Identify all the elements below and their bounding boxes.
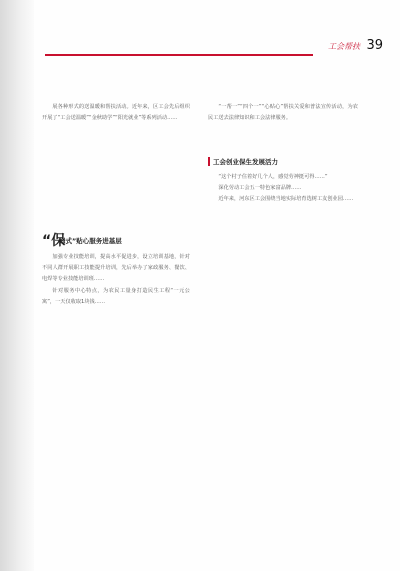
right-body <box>208 172 358 206</box>
heading-accent-bar <box>208 157 210 166</box>
left-paragraph: 加强专业技能培训，提高水平促进步，设立培训基地，针对不同人群开展职工技能提升培训，先后举办了家政服务、餐饮、电焊等专业技能培训班…… <box>42 254 190 283</box>
right-paragraph: 近年来，河东区工会围绕当地实际培育选树工友创业园…… <box>218 196 354 203</box>
page-number: 39 <box>366 38 383 53</box>
left-intro: 展各种形式的送温暖和帮扶活动。近年来，区工会先后组织开展了“工会送温暖”“金秋助学”“阳光就业”等系列活动…… <box>42 104 190 122</box>
left-body <box>42 252 190 308</box>
right-paragraph: 深化劳动工会五一特色家富品牌…… <box>218 185 302 192</box>
right-column <box>208 102 358 124</box>
right-paragraph: “这个村子住着好几个人，感觉劳神挺可得……” <box>218 174 328 180</box>
left-paragraph: 针对服务中心特点，为农民工量身打造民生工程“一元公寓”，一天仅收取1块钱…… <box>42 287 190 305</box>
right-intro: “一帮一”“四个一”“心贴心”帮扶关爱和普法宣传活动，为农民工送去法律知识和工会法律服务。 <box>208 104 358 122</box>
left-heading <box>42 232 190 249</box>
right-heading-text: 工会创业保生发展活力 <box>213 158 278 166</box>
left-heading-rest: 姆式”贴心服务进基层 <box>59 237 122 245</box>
left-heading-big: “保 <box>42 233 66 249</box>
header-rule <box>45 54 313 56</box>
page-spine <box>0 0 34 571</box>
left-column <box>42 102 190 124</box>
section-name: 工会帮扶 <box>328 42 360 51</box>
right-heading <box>208 156 358 168</box>
